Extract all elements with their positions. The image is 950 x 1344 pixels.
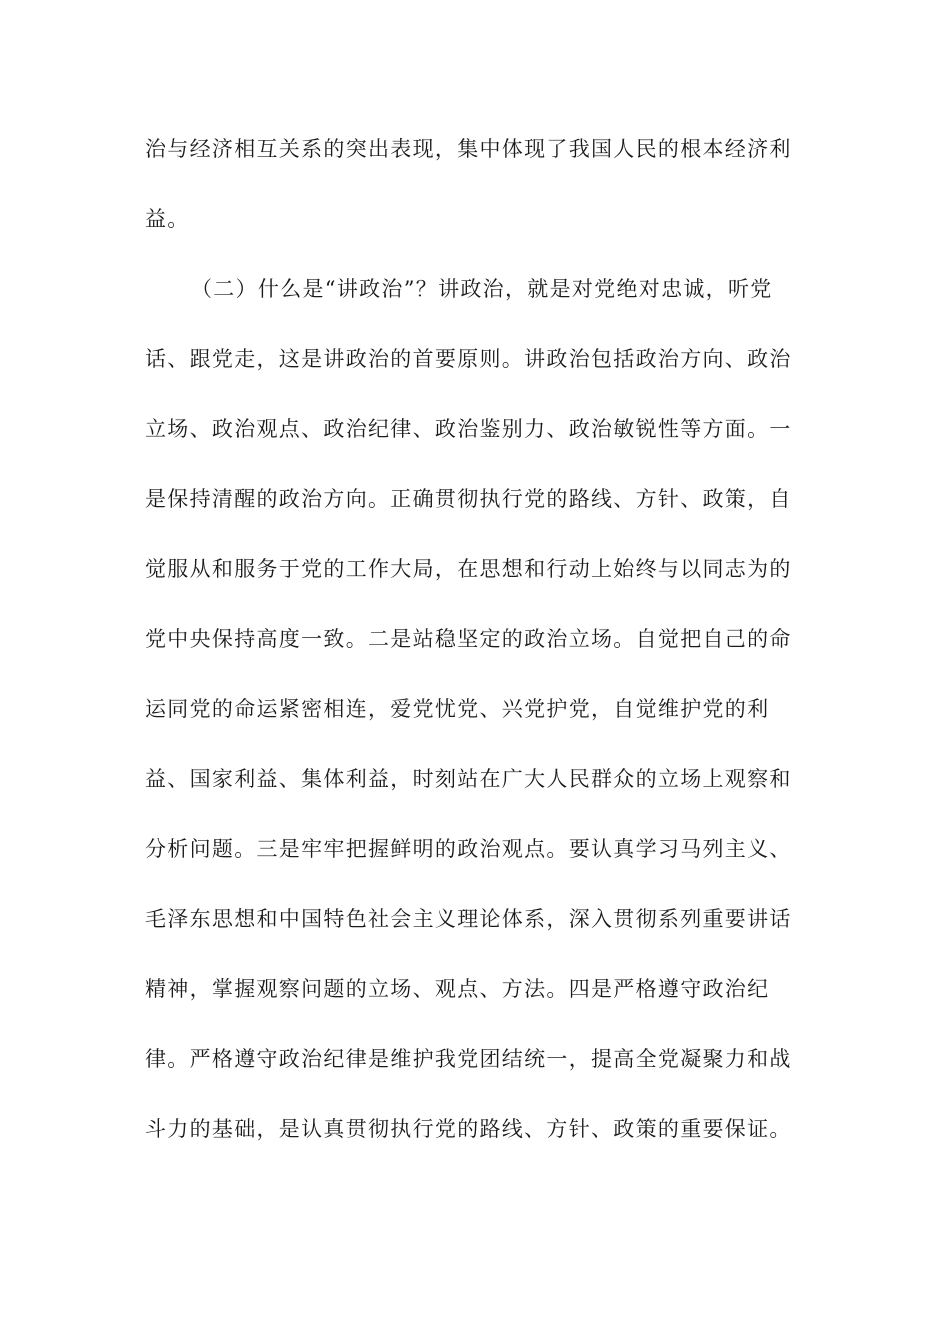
body-text xyxy=(145,129,795,1179)
text-line: 益。 xyxy=(145,207,190,231)
text-line: 益、国家利益、集体利益，时刻站在广大人民群众的立场上观察和 xyxy=(145,767,792,791)
text-line: 话、跟党走，这是讲政治的首要原则。讲政治包括政治方向、政治 xyxy=(145,347,792,371)
text-line: 律。严格遵守政治纪律是维护我党团结统一，提高全党凝聚力和战 xyxy=(145,1047,792,1071)
text-line: 运同党的命运紧密相连，爱党忧党、兴党护党，自觉维护党的利 xyxy=(145,697,770,721)
text-line: 立场、政治观点、政治纪律、政治鉴别力、政治敏锐性等方面。一 xyxy=(145,417,792,441)
text-line: 党中央保持高度一致。二是站稳坚定的政治立场。自觉把自己的命 xyxy=(145,627,792,651)
text-line: 是保持清醒的政治方向。正确贯彻执行党的路线、方针、政策，自 xyxy=(145,487,792,511)
text-line: 觉服从和服务于党的工作大局，在思想和行动上始终与以同志为的 xyxy=(145,557,792,581)
text-line: 毛泽东思想和中国特色社会主义理论体系，深入贯彻系列重要讲话 xyxy=(145,907,792,931)
section-heading-line: （二）什么是“讲政治”？讲政治，就是对党绝对忠诚，听党 xyxy=(191,277,773,301)
text-line: 精神，掌握观察问题的立场、观点、方法。四是严格遵守政治纪 xyxy=(145,977,770,1001)
text-line: 斗力的基础，是认真贯彻执行党的路线、方针、政策的重要保证。 xyxy=(145,1117,792,1141)
text-line: 分析问题。三是牢牢把握鲜明的政治观点。要认真学习马列主义、 xyxy=(145,837,792,861)
text-line: 治与经济相互关系的突出表现，集中体现了我国人民的根本经济利 xyxy=(145,137,792,161)
